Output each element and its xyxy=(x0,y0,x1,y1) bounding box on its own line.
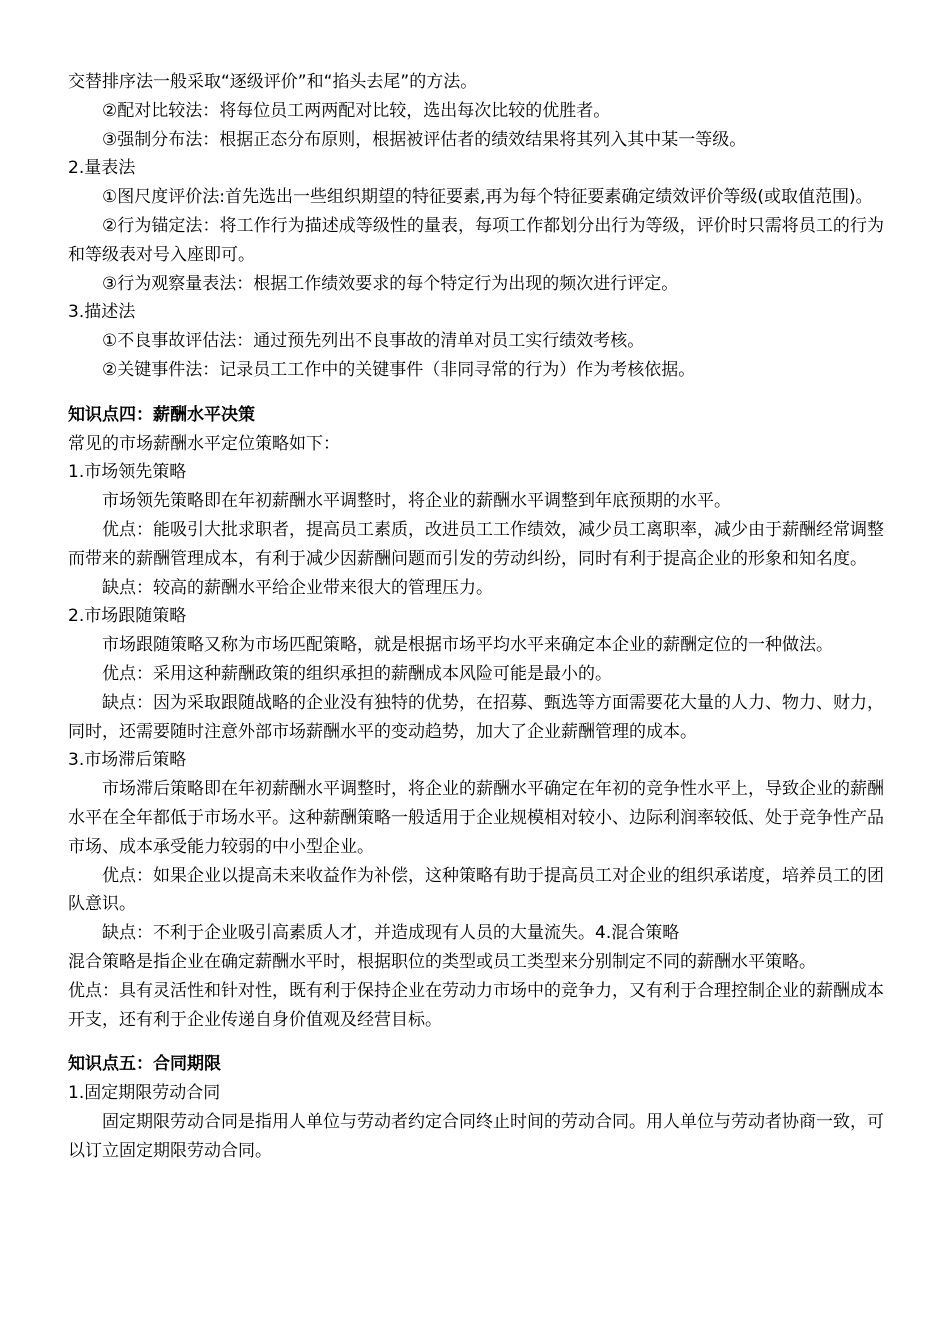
paragraph-market-follow-pros: 优点：采用这种薪酬政策的组织承担的薪酬成本风险可能是最小的。 xyxy=(102,663,612,684)
section-heading-4: 知识点四：薪酬水平决策 xyxy=(68,404,255,425)
paragraph-alternation-ranking: 交替排序法一般采取“逐级评价”和“掐头去尾”的方法。 xyxy=(68,72,478,92)
item-paired-comparison: ②配对比较法：将每位员工两两配对比较，选出每次比较的优胜者。 xyxy=(102,100,611,121)
section-heading-5: 知识点五：合同期限 xyxy=(68,1054,221,1075)
item-behavior-observation: ③行为观察量表法：根据工作绩效要求的每个特定行为出现的频次进行评定。 xyxy=(102,273,679,294)
paragraph-fixed-term-definition: 固定期限劳动合同是指用人单位与劳动者约定合同终止时间的劳动合同。用人单位与劳动者协商一致，可以订立固定期限劳动合同。 xyxy=(68,1111,884,1161)
subheading-market-lag: 3.市场滞后策略 xyxy=(68,750,187,771)
item-behavior-anchored: ②行为锚定法：将工作行为描述成等级性的量表，每项工作都划分出行为等级，评价时只需将员工的行为和等级表对号入座即可。 xyxy=(68,215,884,265)
item-critical-incident: ②关键事件法：记录员工工作中的关键事件（非同寻常的行为）作为考核依据。 xyxy=(102,359,696,380)
item-graphic-rating-scale: ①图尺度评价法:首先选出一些组织期望的特征要素,再为每个特征要素确定绩效评价等级(或取值范围)。 xyxy=(102,187,873,208)
subheading-market-follow: 2.市场跟随策略 xyxy=(68,606,187,627)
item-forced-distribution: ③强制分布法：根据正态分布原则，根据被评估者的绩效结果将其列入其中某一等级。 xyxy=(102,129,747,150)
subheading-fixed-term-contract: 1.固定期限劳动合同 xyxy=(68,1083,221,1104)
paragraph-market-lag-definition: 市场滞后策略即在年初薪酬水平调整时，将企业的薪酬水平确定在年初的竞争性水平上，导致企业的薪酬水平在全年都低于市场水平。这种薪酬策略一般适用于企业规模相对较小、边际利润率较低、处于竞争性产品市场、成本承受能力较弱的中小型企业。 xyxy=(68,779,884,857)
paragraph-market-lag-pros: 优点：如果企业以提高未来收益作为补偿，这种策略有助于提高员工对企业的组织承诺度，培养员工的团队意识。 xyxy=(68,865,884,915)
subheading-market-lead: 1.市场领先策略 xyxy=(68,462,187,483)
paragraph-market-follow-definition: 市场跟随策略又称为市场匹配策略，就是根据市场平均水平来确定本企业的薪酬定位的一种做法。 xyxy=(102,635,833,656)
item-adverse-incident: ①不良事故评估法：通过预先列出不良事故的清单对员工实行绩效考核。 xyxy=(102,331,645,352)
paragraph-market-follow-cons: 缺点：因为采取跟随战略的企业没有独特的优势，在招募、甄选等方面需要花大量的人力、物力、财力，同时，还需要随时注意外部市场薪酬水平的变动趋势，加大了企业薪酬管理的成本。 xyxy=(68,692,884,742)
paragraph-intro-strategies: 常见的市场薪酬水平定位策略如下： xyxy=(68,433,340,454)
subheading-scale-method: 2.量表法 xyxy=(68,158,136,179)
paragraph-market-lag-cons: 缺点：不利于企业吸引高素质人才，并造成现有人员的大量流失。4.混合策略 xyxy=(102,923,680,944)
paragraph-market-lead-cons: 缺点：较高的薪酬水平给企业带来很大的管理压力。 xyxy=(102,577,493,598)
paragraph-mixed-definition: 混合策略是指企业在确定薪酬水平时，根据职位的类型或员工类型来分别制定不同的薪酬水平策略。 xyxy=(68,951,816,972)
paragraph-market-lead-definition: 市场领先策略即在年初薪酬水平调整时，将企业的薪酬水平调整到年底预期的水平。 xyxy=(102,491,731,512)
paragraph-mixed-pros: 优点：具有灵活性和针对性，既有利于保持企业在劳动力市场中的竞争力，又有利于合理控制企业的薪酬成本开支，还有利于企业传递自身价值观及经营目标。 xyxy=(68,980,884,1030)
subheading-description-method: 3.描述法 xyxy=(68,302,136,323)
paragraph-market-lead-pros: 优点：能吸引大批求职者，提高员工素质，改进员工工作绩效，减少员工离职率，减少由于薪酬经常调整而带来的薪酬管理成本，有利于减少因薪酬问题而引发的劳动纠纷，同时有利于提高企业的形象和知名度。 xyxy=(68,519,884,569)
